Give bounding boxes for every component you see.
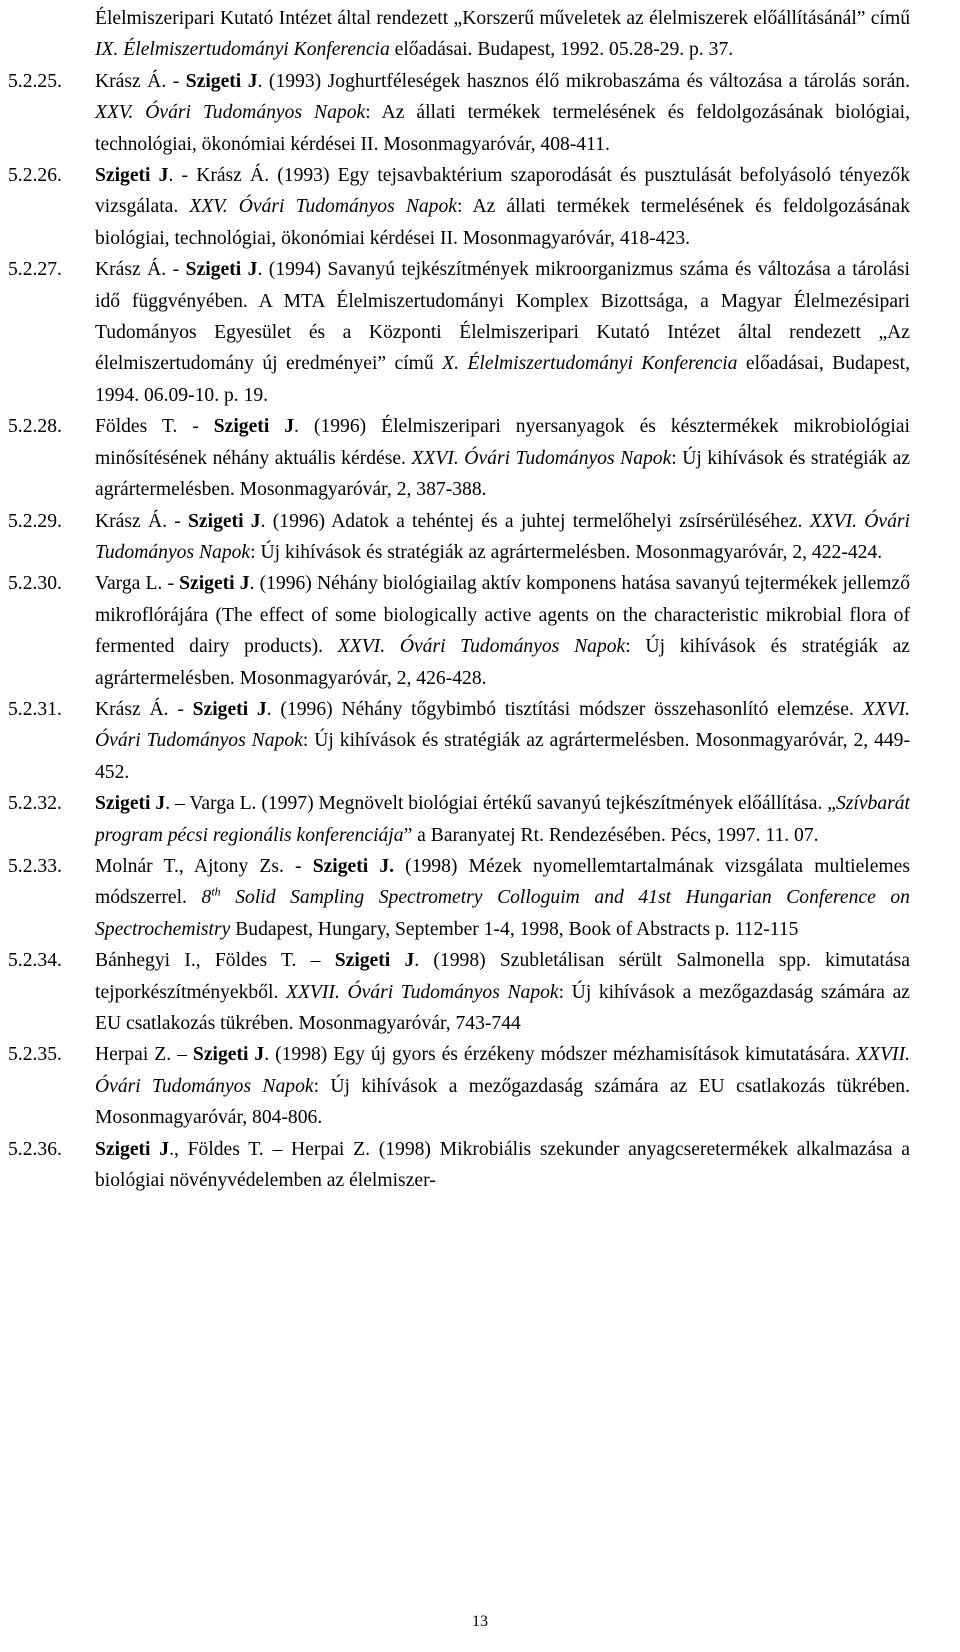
- text-run: Krász Á. -: [95, 698, 193, 720]
- reference-number: 5.2.26.: [8, 165, 62, 187]
- text-run: . (1996) Néhány tőgybimbó tisztítási módszer összehasonlító elemzése.: [266, 698, 863, 720]
- reference-text: [95, 851, 910, 945]
- text-run: ” a Baranyatej Rt. Rendezésében. Pécs, 1997. 11. 07.: [403, 824, 819, 846]
- reference-item: [8, 694, 910, 788]
- text-run: . – Varga L. (1997) Megnövelt biológiai értékű savanyú tejkészítmények előállítása. „: [165, 793, 836, 815]
- text-run: (1998) Mézek nyomellemtartalmának vizsgálata multielemes módszerrel.: [95, 855, 910, 909]
- italic-title: XXVI. Óvári Tudományos Napok: [411, 447, 672, 469]
- italic-title: XXV. Óvári Tudományos Napok: [189, 196, 457, 218]
- text-run: Molnár T., Ajtony Zs. -: [95, 855, 313, 877]
- reference-item: [8, 1039, 910, 1133]
- reference-text: [95, 254, 910, 411]
- reference-text: [95, 411, 910, 505]
- text-run: . (1994) Savanyú tejkészítmények mikroorganizmus száma és változása a tárolási idő függvényében. A MTA Élelmiszertudományi Komplex Bizottsága, a Magyar Élelmezésipari Tudományos Egyesület és a Központi Élelmiszeripari Kutató Intézet által rendezett „Az élelmiszertudomány új eredményei” című: [95, 259, 910, 375]
- reference-item: [8, 160, 910, 254]
- text-run: Élelmiszeripari Kutató Intézet által rendezett „Korszerű műveletek az élelmiszerek előállításánál” című: [95, 8, 910, 29]
- reference-item: [8, 506, 910, 569]
- superscript-text: th: [211, 884, 221, 899]
- italic-title: XXVI. Óvári Tudományos Napok: [337, 636, 626, 658]
- text-run: . (1998) Egy új gyors és érzékeny módszer mézhamisítások kimutatására.: [264, 1044, 857, 1066]
- reference-item: [8, 254, 910, 411]
- reference-text: [95, 568, 910, 694]
- italic-title: 8: [201, 887, 212, 909]
- reference-text: [95, 1039, 910, 1133]
- text-run: Varga L. -: [95, 573, 180, 595]
- text-run: : Új kihívások és stratégiák az agrártermelésben. Mosonmagyaróvár, 2, 387-388.: [95, 447, 911, 501]
- italic-title: Solid Sampling Spectrometry Colloguim and 41st Hungarian Conference on Spectrochemistry: [95, 887, 910, 940]
- reference-number: 5.2.29.: [8, 510, 62, 532]
- text-run: . (1996) Adatok a tehéntej és a juhtej termelőhelyi zsírsérüléséhez.: [260, 510, 810, 532]
- reference-text: [95, 788, 910, 851]
- reference-number: 5.2.33.: [8, 855, 62, 877]
- text-run: : Az állati termékek termelésének és feldolgozásának biológiai, technológiai, ökonómiai kérdései II. Mosonmagyaróvár, 408-411.: [95, 102, 910, 155]
- italic-title: X. Élelmiszertudományi Konferencia: [442, 353, 738, 375]
- text-run: Budapest, Hungary, September 1-4, 1998, Book of Abstracts p. 112-115: [230, 918, 799, 940]
- reference-number: 5.2.31.: [8, 698, 62, 720]
- reference-number: 5.2.36.: [8, 1138, 62, 1160]
- italic-title: XXVI. Óvári Tudományos Napok: [95, 510, 910, 563]
- reference-text: [95, 3, 910, 66]
- reference-text: [95, 1134, 910, 1197]
- text-run: Krász Á. -: [95, 70, 186, 92]
- text-run: előadásai. Budapest, 1992. 05.28-29. p. 37.: [389, 39, 734, 61]
- text-run: : Új kihívások és stratégiák az agrártermelésben. Mosonmagyaróvár, 2, 426-428.: [95, 636, 911, 689]
- reference-number: 5.2.30.: [8, 573, 62, 595]
- author-highlight: Szigeti J: [188, 510, 261, 532]
- reference-continuation: [8, 3, 910, 66]
- reference-item: [8, 66, 910, 160]
- page-number: 13: [472, 1613, 488, 1630]
- reference-number: 5.2.35.: [8, 1044, 62, 1066]
- reference-item: [8, 851, 910, 945]
- author-highlight: Szigeti J: [185, 70, 258, 92]
- italic-title: XXV. Óvári Tudományos Napok: [95, 102, 366, 124]
- reference-item: [8, 945, 910, 1039]
- reference-text: [95, 66, 910, 160]
- author-highlight: Szigeti J: [95, 165, 169, 187]
- text-run: . (1993) Joghurtféleségek hasznos élő mikrobaszáma és változása a tárolás során.: [257, 70, 911, 92]
- reference-number: 5.2.25.: [8, 70, 62, 92]
- reference-item: [8, 1134, 910, 1197]
- text-run: . (1996) Néhány biológiailag aktív komponens hatása savanyú tejtermékek jellemző mikroflórájára (The effect of some biologically active agents on the characteristic mikrobial flora of fermented dairy products).: [95, 573, 910, 658]
- italic-title: XXVI. Óvári Tudományos Napok: [95, 698, 911, 752]
- text-run: Bánhegyi I., Földes T. –: [95, 950, 335, 972]
- reference-item: [8, 788, 910, 851]
- reference-item: [8, 568, 910, 694]
- text-run: Krász Á. -: [95, 259, 186, 281]
- text-run: : Új kihívások a mezőgazdaság számára az EU csatlakozás tükrében. Mosonmagyaróvár, 804-806.: [95, 1075, 911, 1129]
- reference-item: [8, 411, 910, 505]
- reference-number: 5.2.27.: [8, 259, 62, 281]
- author-highlight: Szigeti J.: [312, 855, 395, 877]
- author-highlight: Szigeti J: [334, 950, 415, 972]
- text-run: . (1996) Élelmiszeripari nyersanyagok és késztermékek mikrobiológiai minősítésének néhány aktuális kérdése.: [95, 416, 911, 469]
- reference-number: 5.2.32.: [8, 793, 62, 815]
- text-run: Földes T. -: [95, 416, 214, 438]
- text-run: Herpai Z. –: [95, 1044, 193, 1066]
- reference-list: [8, 3, 910, 1196]
- text-run: : Új kihívások és stratégiák az agrártermelésben. Mosonmagyaróvár, 2, 449-452.: [95, 730, 911, 783]
- author-highlight: Szigeti J: [95, 793, 166, 815]
- author-highlight: Szigeti J: [192, 698, 267, 720]
- author-highlight: Szigeti J: [213, 416, 295, 438]
- author-highlight: Szigeti J: [185, 259, 258, 281]
- text-run: . (1998) Szubletálisan sérült Salmonella spp. kimutatása tejporkészítményekből.: [95, 950, 910, 1003]
- reference-text: [95, 694, 910, 788]
- reference-text: [95, 506, 910, 569]
- italic-title: IX. Élelmiszertudományi Konferencia: [95, 39, 390, 61]
- text-run: : Az állati termékek termelésének és feldolgozásának biológiai, technológiai, ökonómiai kérdései II. Mosonmagyaróvár, 418-423.: [95, 196, 911, 249]
- reference-number: 5.2.28.: [8, 416, 62, 438]
- reference-number: 5.2.34.: [8, 950, 62, 972]
- author-highlight: Szigeti J: [179, 573, 250, 595]
- text-run: Krász Á. -: [95, 510, 189, 532]
- reference-text: [95, 160, 910, 254]
- author-highlight: Szigeti J: [95, 1138, 170, 1160]
- text-run: . - Krász Á. (1993) Egy tejsavbaktérium szaporodását és pusztulását befolyásoló tényezők vizsgálata.: [95, 165, 910, 218]
- text-run: : Új kihívások és stratégiák az agrártermelésben. Mosonmagyaróvár, 2, 422-424.: [250, 541, 883, 563]
- italic-title: XXVII. Óvári Tudományos Napok: [95, 1044, 910, 1097]
- text-run: ., Földes T. – Herpai Z. (1998) Mikrobiális szekunder anyagcseretermékek alkalmazása a biológiai növényvédelemben az élelmiszer-: [95, 1138, 910, 1192]
- italic-title: Szívbarát program pécsi regionális konferenciája: [95, 793, 910, 846]
- text-run: előadásai, Budapest, 1994. 06.09-10. p. 19.: [95, 353, 910, 406]
- text-run: : Új kihívások a mezőgazdaság számára az EU csatlakozás tükrében. Mosonmagyaróvár, 743-744: [95, 981, 910, 1034]
- italic-title: XXVII. Óvári Tudományos Napok: [285, 981, 559, 1003]
- author-highlight: Szigeti J: [192, 1044, 265, 1066]
- reference-text: [95, 945, 910, 1039]
